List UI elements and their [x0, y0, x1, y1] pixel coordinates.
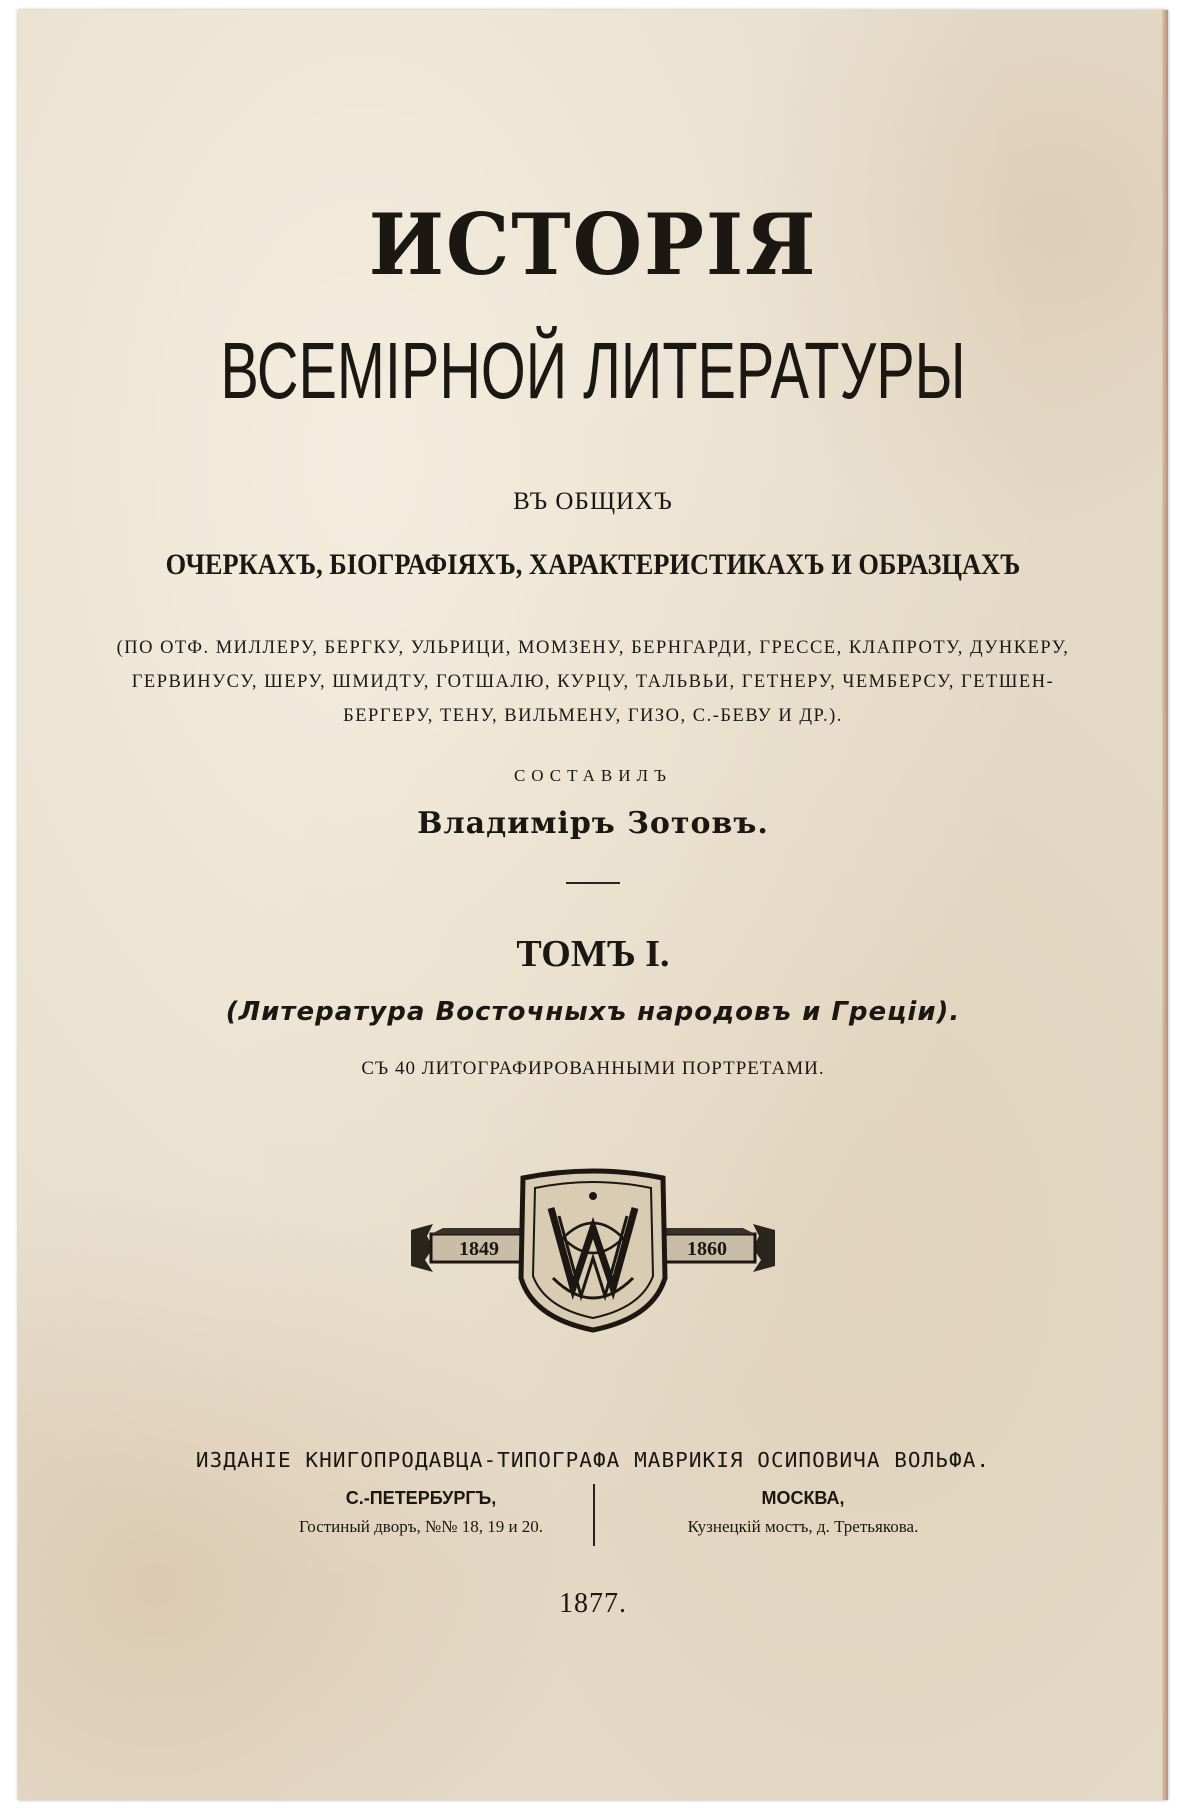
subtitle-line-1: ВЪ ОБЩИХЪ [513, 488, 673, 515]
compiled-by-label: СОСТАВИЛЪ [513, 766, 673, 785]
city-address: Гостиный дворъ, №№ 18, 19 и 20. [298, 1517, 544, 1536]
sources-line-1: (ПО ОТФ. МИЛЛЕРУ, БЕРГКУ, УЛЬРИЦИ, МОМЗЕНУ, БЕРНГАРДИ, ГРЕССЕ, КЛАПРОТУ, ДУНКЕРУ, [116, 638, 1070, 658]
location-moscow [613, 1488, 993, 1537]
portraits-note: СЪ 40 ЛИТОГРАФИРОВАННЫМИ ПОРТРЕТАМИ. [361, 1058, 825, 1079]
city-address: Кузнецкій мостъ, д. Третьякова. [687, 1517, 919, 1536]
book-title: ИСТОРІЯ [368, 195, 818, 294]
author-name: Владиміръ Зотовъ. [417, 806, 769, 841]
publisher-emblem-icon [403, 1168, 783, 1334]
subtitle-line-2: ОЧЕРКАХЪ, БІОГРАФІЯХЪ, ХАРАКТЕРИСТИКАХЪ И ОБРАЗЦАХЪ [165, 548, 1021, 581]
city-name: МОСКВА, [761, 1488, 845, 1508]
location-st-petersburg [231, 1488, 611, 1537]
location-divider [593, 1484, 595, 1546]
volume-number: ТОМЪ I. [516, 933, 670, 975]
emblem-right-ribbon-text: 1860 [687, 1238, 727, 1260]
divider-rule [566, 882, 620, 884]
city-name: С.-ПЕТЕРБУРГЪ, [345, 1488, 497, 1508]
sources-line-3: БЕРГЕРУ, ТЕНУ, ВИЛЬМЕНУ, ГИЗО, С.-БЕВУ И ДР.). [343, 706, 843, 726]
sources-line-2: ГЕРВИНУСУ, ШЕРУ, ШМИДТУ, ГОТШАЛЮ, КУРЦУ, ТАЛЬВЬИ, ГЕТНЕРУ, ЧЕМБЕРСУ, ГЕТШЕН- [131, 672, 1055, 692]
emblem-left-ribbon-text: 1849 [459, 1238, 499, 1260]
page-edge [1162, 10, 1168, 1800]
title-page [18, 10, 1168, 1800]
book-title-line-2: ВСЕМІРНОЙ ЛИТЕРАТУРЫ [220, 326, 966, 415]
publication-year: 1877. [559, 1588, 627, 1619]
publisher-line: ИЗДАНІЕ КНИГОПРОДАВЦА-ТИПОГРАФА МАВРИКІЯ ОСИПОВИЧА ВОЛЬФА. [195, 1448, 991, 1472]
volume-subtitle: (Литература Восточныхъ народовъ и Греціи). [225, 997, 961, 1027]
